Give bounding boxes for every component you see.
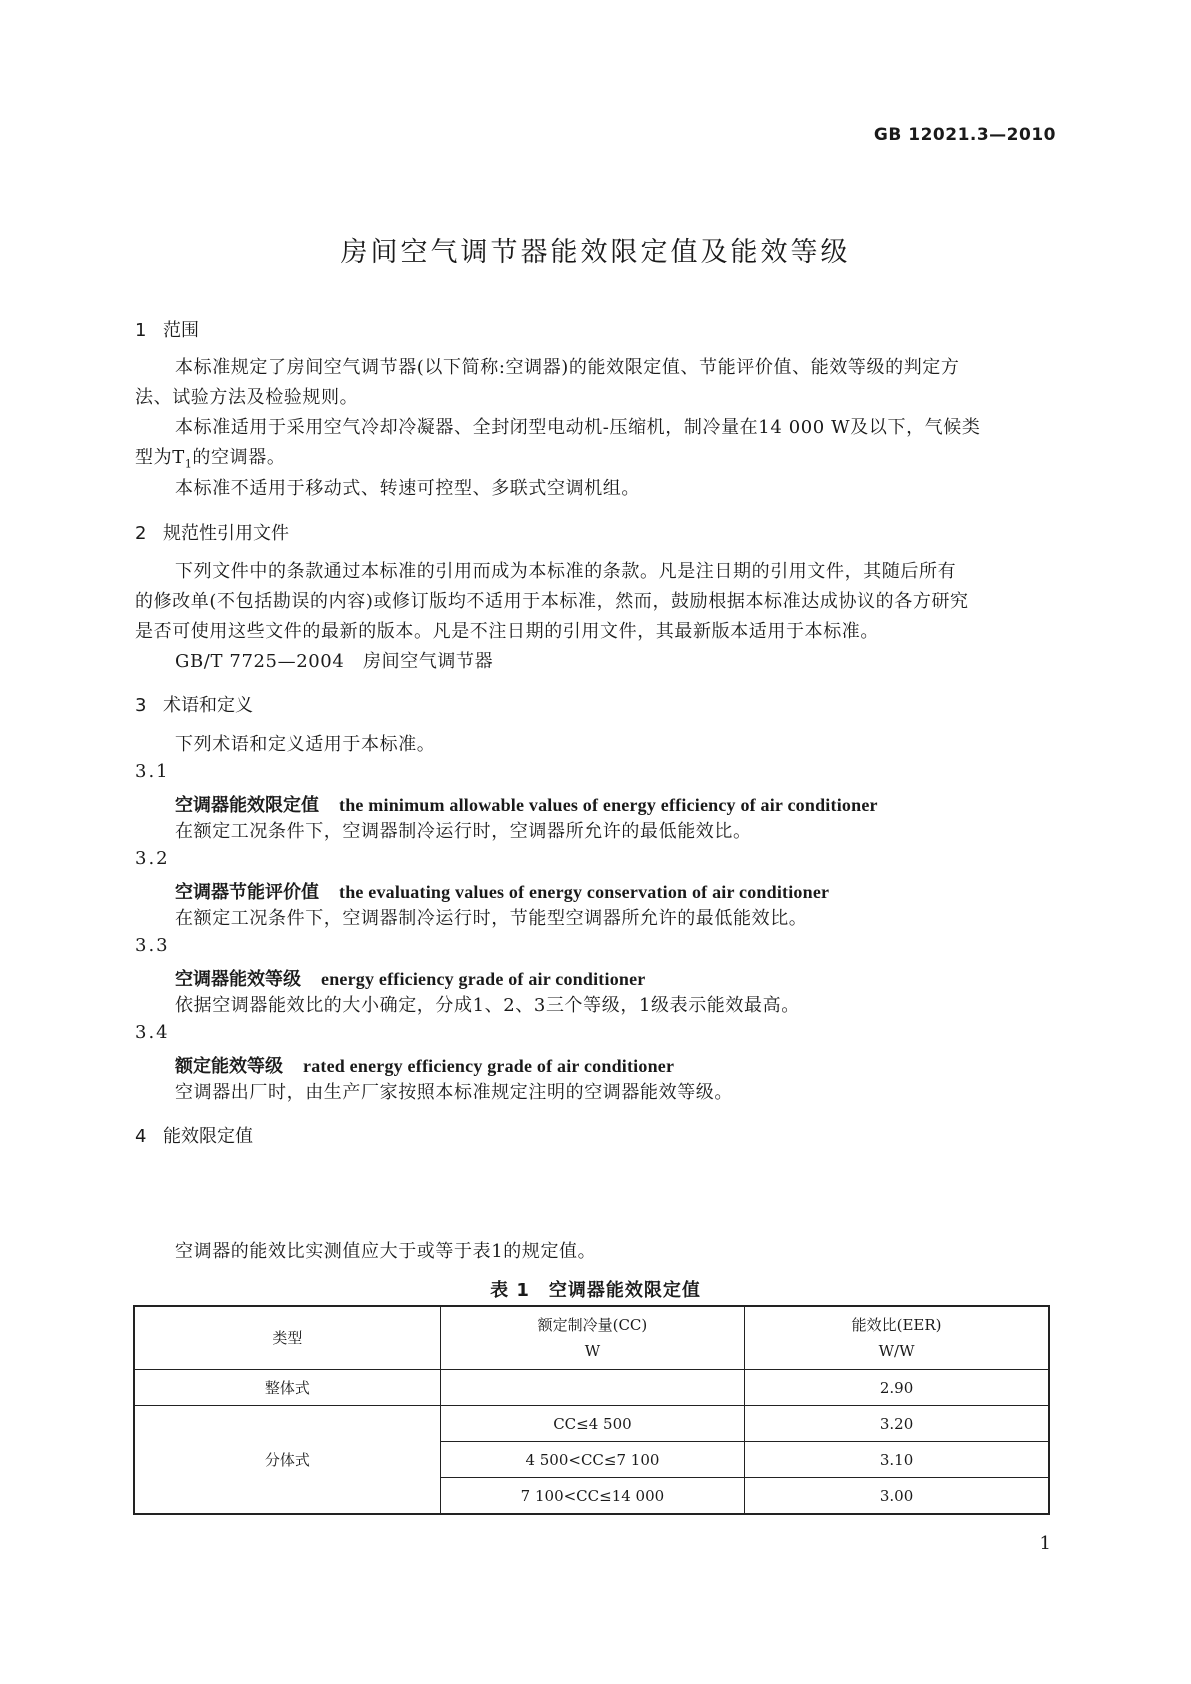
term-entry (175, 1052, 674, 1078)
header-cooling-capacity-label: 额定制冷量(CC) (537, 1316, 648, 1334)
cell-type: 整体式 (134, 1370, 440, 1406)
term-english: rated energy efficiency grade of air conditioner (303, 1056, 675, 1076)
cell-cooling-capacity (440, 1370, 744, 1406)
table-caption: 表 1 空调器能效限定值 (490, 1280, 701, 1301)
page-number: 1 (1039, 1533, 1051, 1554)
table-header-row (134, 1306, 1049, 1370)
section-2-heading (135, 519, 289, 545)
term-definition: 在额定工况条件下，空调器制冷运行时，空调器所允许的最低能效比。 (175, 821, 752, 842)
cell-cooling-capacity: 4 500<CC≤7 100 (440, 1442, 744, 1478)
term-definition: 在额定工况条件下，空调器制冷运行时，节能型空调器所允许的最低能效比。 (175, 908, 808, 929)
standard-number: GB 12021.3—2010 (873, 125, 1056, 145)
header-eer-label: 能效比(EER) (851, 1316, 942, 1334)
section-4-title: 能效限定值 (163, 1126, 253, 1147)
section-4-number: 4 (135, 1126, 147, 1147)
term-entry (175, 965, 645, 991)
term-entry (175, 791, 878, 817)
section-3-intro: 下列术语和定义适用于本标准。 (175, 734, 436, 755)
cell-eer: 3.00 (745, 1478, 1049, 1515)
cell-cooling-capacity: 7 100<CC≤14 000 (440, 1478, 744, 1515)
section-2-paragraph-line-3: 是否可使用这些文件的最新的版本。凡是不注日期的引用文件，其最新版本适用于本标准。 (135, 621, 879, 642)
header-cooling-capacity-unit: W (584, 1342, 601, 1360)
section-1-paragraph-1-line-1: 本标准规定了房间空气调节器(以下简称:空调器)的能效限定值、节能评价值、能效等级的判定方 (175, 357, 960, 378)
cell-eer: 3.10 (745, 1442, 1049, 1478)
term-chinese: 空调器节能评价值 (175, 882, 319, 903)
section-3-number: 3 (135, 695, 147, 716)
term-english: energy efficiency grade of air conditioner (321, 969, 646, 989)
cell-eer: 2.90 (745, 1370, 1049, 1406)
energy-efficiency-table (133, 1305, 1050, 1515)
term-definition: 空调器出厂时，由生产厂家按照本标准规定注明的空调器能效等级。 (175, 1082, 733, 1103)
header-cooling-capacity (440, 1306, 744, 1370)
section-2-paragraph-line-1: 下列文件中的条款通过本标准的引用而成为本标准的条款。凡是注日期的引用文件，其随后所有 (175, 561, 957, 582)
section-4-heading (135, 1122, 253, 1148)
cell-type: 分体式 (134, 1406, 440, 1515)
climate-type-suffix: 的空调器。 (192, 447, 286, 468)
section-4-intro: 空调器的能效比实测值应大于或等于表1的规定值。 (175, 1241, 597, 1262)
term-chinese: 额定能效等级 (175, 1056, 283, 1077)
section-2-number: 2 (135, 523, 147, 544)
section-2-title: 规范性引用文件 (163, 523, 289, 544)
section-1-paragraph-1-line-2: 法、试验方法及检验规则。 (135, 387, 359, 408)
normative-reference: GB/T 7725—2004 房间空气调节器 (175, 651, 494, 672)
table-row (134, 1370, 1049, 1406)
term-definition: 依据空调器能效比的大小确定，分成1、2、3三个等级，1级表示能效最高。 (175, 995, 800, 1016)
section-1-paragraph-3: 本标准不适用于移动式、转速可控型、多联式空调机组。 (175, 478, 640, 499)
table-row (134, 1406, 1049, 1442)
cell-cooling-capacity: CC≤4 500 (440, 1406, 744, 1442)
section-3-heading (135, 691, 253, 717)
cell-eer: 3.20 (745, 1406, 1049, 1442)
clause-number: 3.2 (135, 848, 170, 869)
header-type: 类型 (134, 1306, 440, 1370)
climate-type-subscript: 1 (184, 457, 193, 471)
section-2-paragraph-line-2: 的修改单(不包括勘误的内容)或修订版均不适用于本标准，然而，鼓励根据本标准达成协议的各方研究 (135, 591, 969, 612)
term-english: the minimum allowable values of energy efficiency of air conditioner (339, 795, 878, 815)
section-1-heading (135, 316, 199, 342)
clause-number: 3.4 (135, 1022, 170, 1043)
section-1-title: 范围 (163, 320, 199, 341)
section-1-paragraph-2-line-1: 本标准适用于采用空气冷却冷凝器、全封闭型电动机-压缩机，制冷量在14 000 W及以下，气候类 (175, 417, 981, 438)
term-chinese: 空调器能效限定值 (175, 795, 319, 816)
clause-number: 3.1 (135, 761, 170, 782)
page-title: 房间空气调节器能效限定值及能效等级 (340, 237, 851, 268)
clause-number: 3.3 (135, 935, 170, 956)
climate-type-prefix: 型为T (135, 447, 185, 468)
header-eer-unit: W/W (878, 1342, 915, 1360)
section-3-title: 术语和定义 (163, 695, 253, 716)
header-eer (745, 1306, 1049, 1370)
term-chinese: 空调器能效等级 (175, 969, 301, 990)
term-english: the evaluating values of energy conservation of air conditioner (339, 882, 830, 902)
section-1-number: 1 (135, 320, 147, 341)
term-entry (175, 878, 829, 904)
